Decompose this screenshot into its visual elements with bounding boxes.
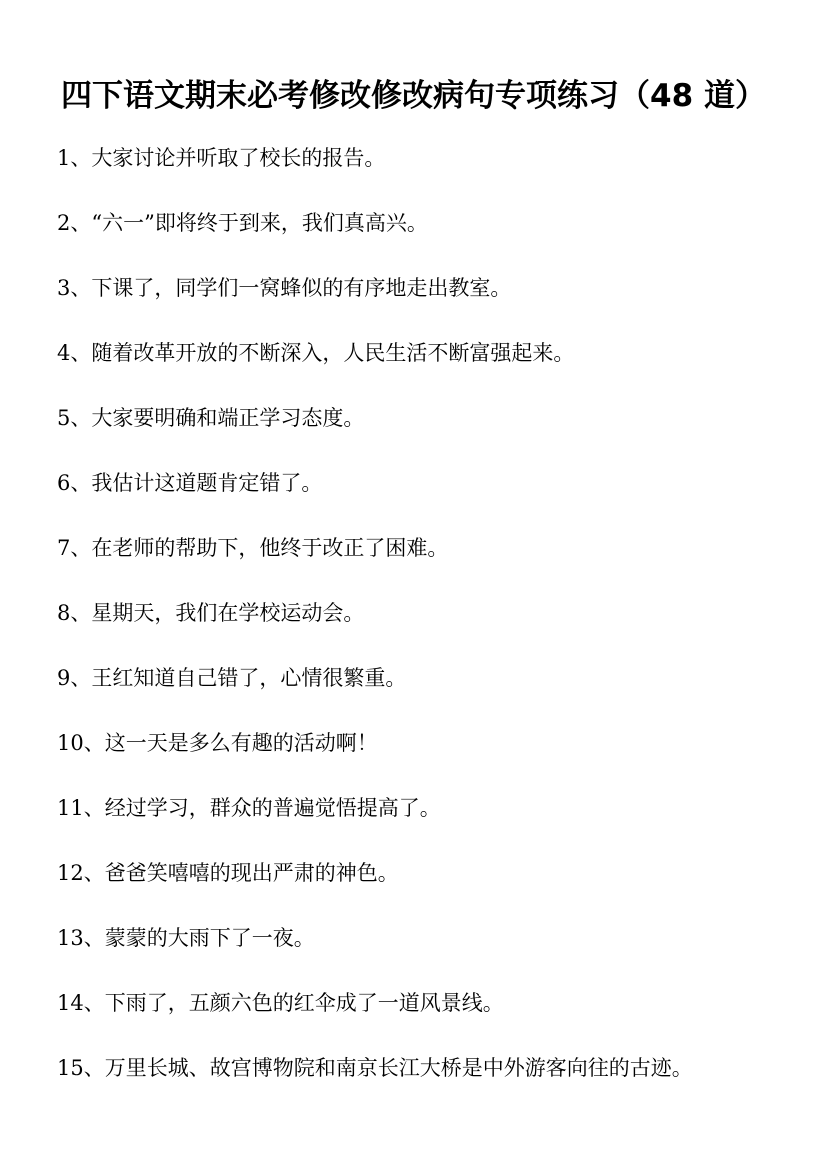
exercise-item: 13、蒙蒙的大雨下了一夜。: [57, 926, 315, 950]
exercise-item: 9、王红知道自己错了，心情很繁重。: [57, 666, 407, 690]
exercise-item: 1、大家讨论并听取了校长的报告。: [57, 146, 386, 170]
exercise-item: 5、大家要明确和端正学习态度。: [57, 406, 365, 430]
exercise-item: 11、经过学习，群众的普遍觉悟提高了。: [57, 796, 441, 820]
document-title: 四下语文期末必考修改修改病句专项练习（48 道）: [61, 78, 766, 114]
exercise-item: 8、星期天，我们在学校运动会。: [57, 601, 365, 625]
exercise-item: 10、这一天是多么有趣的活动啊！: [57, 731, 378, 755]
exercise-item: 12、爸爸笑嘻嘻的现出严肃的神色。: [57, 861, 399, 885]
exercise-item: 2、“六一”即将终于到来，我们真高兴。: [57, 211, 428, 235]
exercise-item: 14、下雨了，五颜六色的红伞成了一道风景线。: [57, 991, 504, 1015]
exercise-item: 6、我估计这道题肯定错了。: [57, 471, 323, 495]
exercise-item: 4、随着改革开放的不断深入，人民生活不断富强起来。: [57, 341, 575, 365]
exercise-list: [57, 140, 797, 1115]
exercise-item: 3、下课了，同学们一窝蜂似的有序地走出教室。: [57, 276, 512, 300]
exercise-item: 7、在老师的帮助下，他终于改正了困难。: [57, 536, 449, 560]
exercise-item: 15、万里长城、故宫博物院和南京长江大桥是中外游客向往的古迹。: [57, 1056, 693, 1080]
